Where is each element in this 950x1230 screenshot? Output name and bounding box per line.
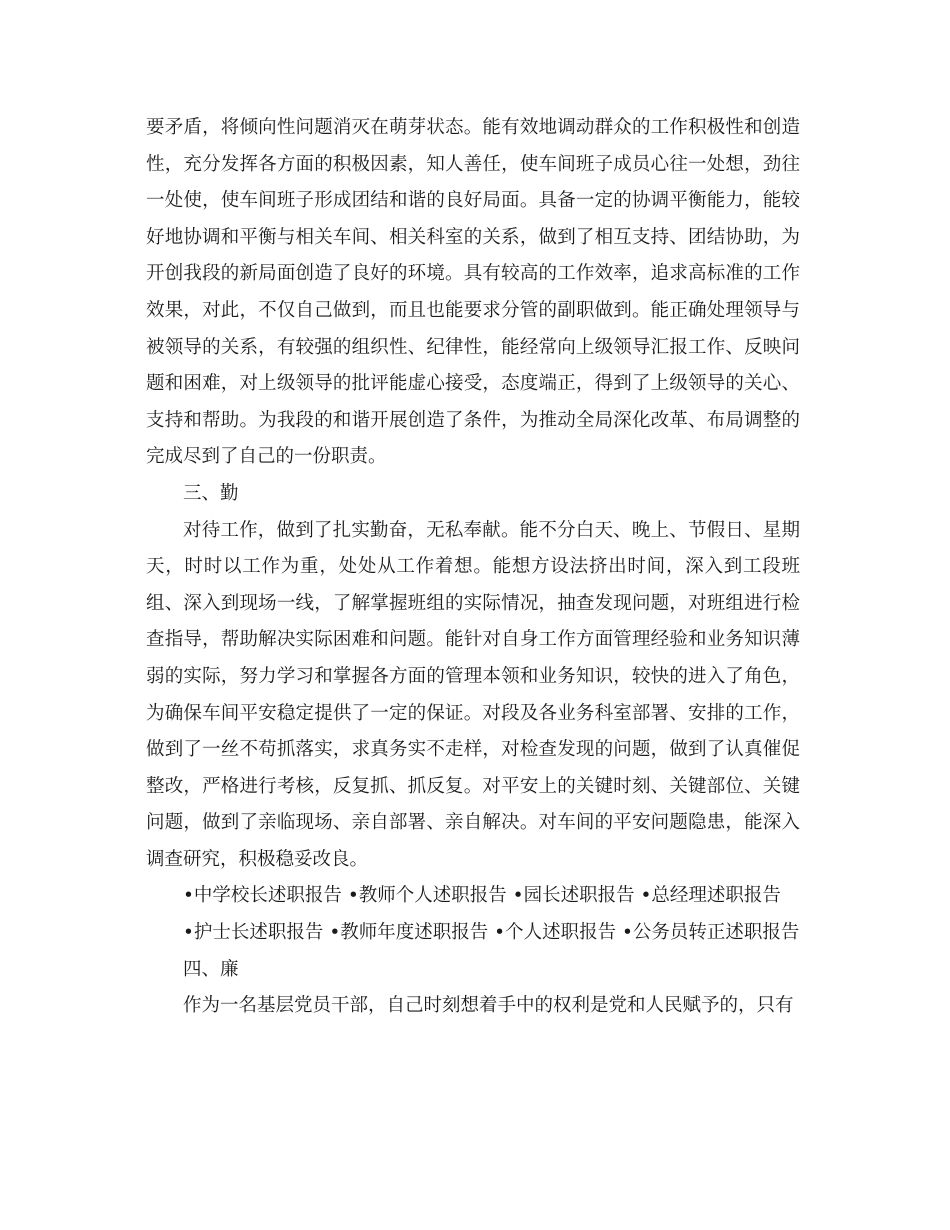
link-head-nurse-report[interactable]: 护士长述职报告 xyxy=(193,922,324,944)
related-links-row-1 xyxy=(146,878,800,915)
bullet-glyph: • xyxy=(621,922,633,944)
bullet-glyph: • xyxy=(329,922,341,944)
bullet-glyph: • xyxy=(183,922,194,944)
section-heading-diligence: 三、勤 xyxy=(183,482,239,504)
bullet-glyph: • xyxy=(494,922,506,944)
section-heading-integrity: 四、廉 xyxy=(183,958,239,980)
bullet-glyph: • xyxy=(183,885,194,907)
bullet-glyph: • xyxy=(640,885,652,907)
document-page xyxy=(146,110,800,1025)
related-links-row-2 xyxy=(146,915,800,952)
paragraph-integrity: 作为一名基层党员干部，自己时刻想着手中的权利是党和人民赋予的，只有 xyxy=(183,995,794,1017)
link-personal-report[interactable]: 个人述职报告 xyxy=(505,922,617,944)
link-kindergarten-director-report[interactable]: 园长述职报告 xyxy=(523,885,635,907)
link-principal-report[interactable]: 中学校长述职报告 xyxy=(193,885,342,907)
link-general-manager-report[interactable]: 总经理述职报告 xyxy=(651,885,781,907)
link-teacher-personal-report[interactable]: 教师个人述职报告 xyxy=(358,885,507,907)
paragraph-diligence: 对待工作，做到了扎实勤奋，无私奉献。能不分白天、晚上、节假日、星期天，时时以工作为重，处处从工作着想。能想方设法挤出时间，深入到工段班组、深入到现场一线，了解掌握班组的实际情况，抽查发现问题，对班组进行检查指导，帮助解决实际困难和问题。能针对自身工作方面管理经验和业务知识薄弱的实际，努力学习和掌握各方面的管理本领和业务知识，较快的进入了角色，为确保车间平安稳定提供了一定的保证。对段及各业务科室部署、安排的工作，做到了一丝不苟抓落实，求真务实不走样，对检查发现的问题，做到了认真催促整改，严格进行考核，反复抓、抓反复。对平安上的关键时刻、关键部位、关键问题，做到了亲临现场、亲自部署、亲自解决。对车间的平安问题隐患，能深入调查研究，积极稳妥改良。 xyxy=(146,519,800,870)
paragraph-coordination: 要矛盾，将倾向性问题消灭在萌芽状态。能有效地调动群众的工作积极性和创造性，充分发挥各方面的积极因素，知人善任，使车间班子成员心往一处想，劲往一处使，使车间班子形成团结和谐的良好局面。具备一定的协调平衡能力，能较好地协调和平衡与相关车间、相关科室的关系，做到了相互支持、团结协助，为开创我段的新局面创造了良好的环境。具有较高的工作效率，追求高标准的工作效果，对此，不仅自己做到，而且也能要求分管的副职做到。能正确处理领导与被领导的关系，有较强的组织性、纪律性，能经常向上级领导汇报工作、反映问题和困难，对上级领导的批评能虚心接受，态度端正，得到了上级领导的关心、支持和帮助。为我段的和谐开展创造了条件，为推动全局深化改革、布局调整的完成尽到了自己的一份职责。 xyxy=(146,117,800,468)
bullet-glyph: • xyxy=(512,885,524,907)
bullet-glyph: • xyxy=(347,885,359,907)
link-teacher-annual-report[interactable]: 教师年度述职报告 xyxy=(340,922,489,944)
link-civil-servant-report[interactable]: 公务员转正述职报告 xyxy=(632,922,800,944)
